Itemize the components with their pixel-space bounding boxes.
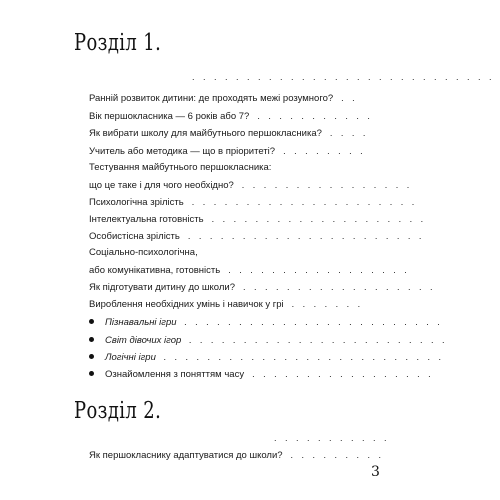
bullet-icon [89,319,94,324]
toc-entry-label: Вік першокласника — 6 років або 7? [89,111,250,122]
toc-entry-label: Як першокласнику адаптуватися до школи? [89,450,283,461]
toc-entry [89,247,206,259]
toc-entry-label: Тестування майбутнього першокласника: [89,162,272,173]
bullet-icon [89,337,94,342]
toc-bullet-entry [89,334,448,347]
toc-entry-label: Учитель або методика — що в пріоритеті? [89,146,276,157]
toc-entry-leader: . . . . . . . . . . . . . . . . . . . . . [191,197,418,207]
toc-entry-label: Світ дівочих ігор [105,335,182,346]
toc-entry [89,127,368,140]
toc-entry [89,145,366,158]
toc-entry-leader: . . . . . . . . . . . . . . . . . . . . . . . . [189,335,448,345]
toc-entry-leader: . . . . . . . . [283,146,366,156]
toc-entry [89,92,358,105]
toc-entry-leader: . . . . . . . . . [290,450,385,460]
toc-entry-label: Як вибрати школу для майбутнього першокласника? [89,128,322,139]
toc-entry-leader: . . . . [329,128,369,138]
toc-entry-leader: . . [341,93,358,103]
toc-entry [89,264,410,277]
toc-bullet-entry [89,368,434,381]
toc-entry-label: Соціально-психологічна, [89,247,198,258]
toc-bullet-entry [89,351,444,364]
bullet-icon [89,371,94,376]
toc-entry [89,110,373,123]
chapter-1-title: Розділ 1. [74,30,162,56]
toc-entry-label: Логічні ігри [105,352,156,363]
toc-entry-leader: . . . . . . . . . . . . . . . . . . . . [211,214,427,224]
toc-entry-label: Пізнавальні ігри [105,317,177,328]
toc-entry [89,281,436,294]
toc-entry-label: Особистісна зрілість [89,231,180,242]
toc-entry-label: Ознайомлення з поняттям часу [105,369,245,380]
chapter-2-title: Розділ 2. [74,398,162,424]
toc-entry-leader: . . . . . . . . . . . . . . . . [241,180,413,190]
toc-entry [89,179,412,192]
toc-entry-leader: . . . . . . . . . . . . . . . . . . [243,282,436,292]
chapter-1-intro-leader: . . . . . . . . . . . . . . . . . . . . . . . . . . . . [192,72,495,82]
toc-entry-label: що це таке і для чого необхідно? [89,180,234,191]
toc-entry-leader: . . . . . . . . . . . . . . . . . . . . . . [187,231,425,241]
toc-entry [89,449,384,462]
toc-entry-leader: . . . . . . . . . . . [257,111,373,121]
toc-entry-leader: . . . . . . . . . . . . . . . . . [228,265,410,275]
toc-entry-leader: . . . . . . . [291,299,364,309]
toc-entry [89,196,417,209]
toc-entry [89,298,363,311]
toc-entry [89,162,279,174]
toc-entry-label: або комунікативна, готовність [89,265,221,276]
toc-entry-label: Інтелектуальна готовність [89,214,204,225]
toc-entry-leader: . . . . . . . . . . . . . . . . . . . . . . . . [184,317,444,327]
toc-entry [89,230,424,243]
toc-entry-leader: . . . . . . . . . . . . . . . . . [252,369,434,379]
toc-entry-label: Ранній розвиток дитини: де проходять межі розумного? [89,93,334,104]
chapter-2-intro-leader: . . . . . . . . . . . [274,433,390,443]
toc-bullet-entry [89,316,443,329]
page-number: 3 [371,464,380,480]
toc-entry-leader: . . . . . . . . . . . . . . . . . . . . . . . . . . [163,352,445,362]
toc-entry-label: Як підготувати дитину до школи? [89,282,236,293]
toc-entry-label: Психологічна зрілість [89,197,184,208]
toc-entry [89,213,426,226]
toc-entry-label: Вироблення необхідних умінь і навичок у грі [89,299,284,310]
bullet-icon [89,354,94,359]
